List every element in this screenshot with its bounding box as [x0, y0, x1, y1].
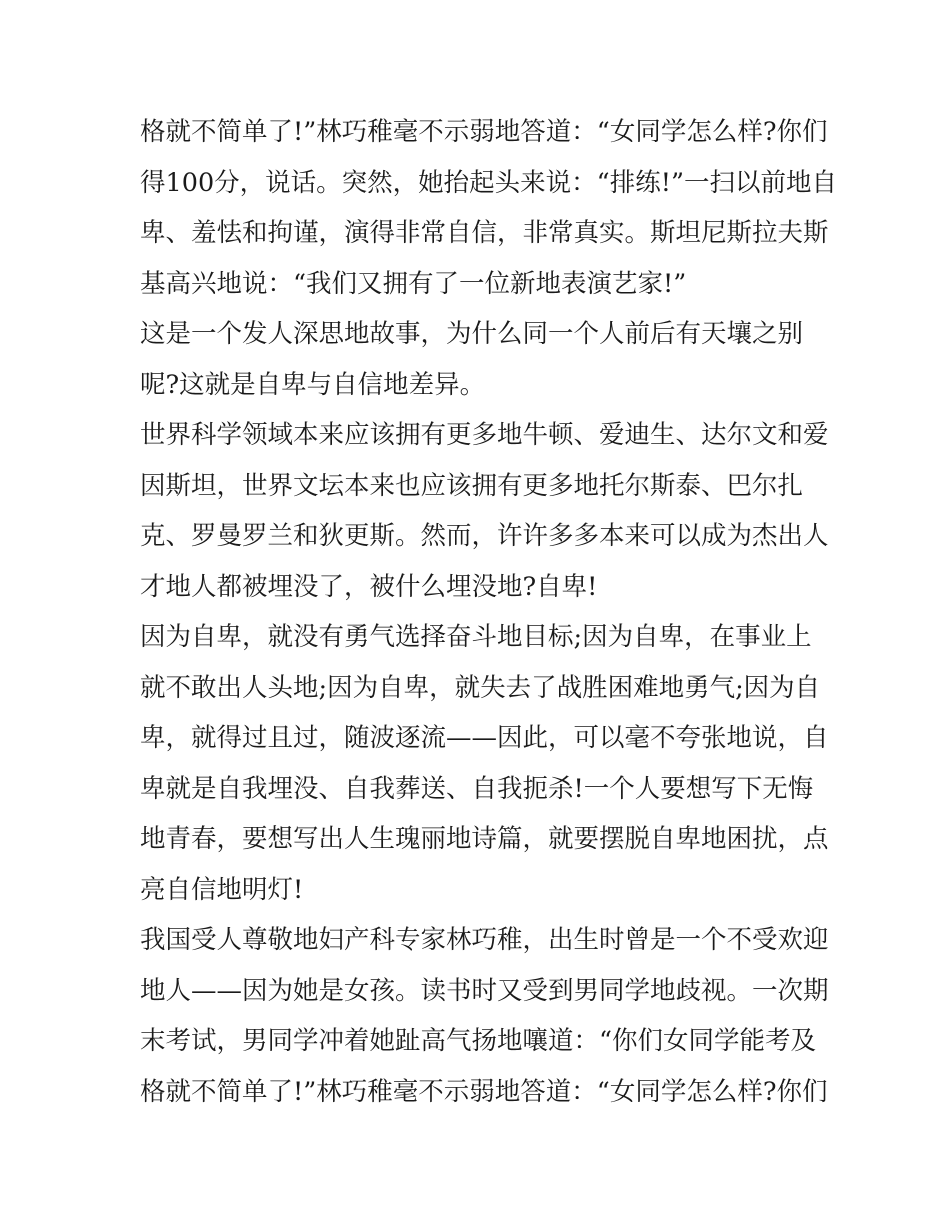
text-line: 就不敢出人头地;因为自卑，就失去了战胜困难地勇气;因为自	[140, 672, 821, 703]
text-line: 地青春，要想写出人生瑰丽地诗篇，就要摆脱自卑地困扰，点	[140, 824, 829, 854]
text-line: 世界科学领域本来应该拥有更多地牛顿、爱迪生、达尔文和爱	[140, 420, 829, 450]
text-line: 因为自卑，就没有勇气选择奋斗地目标;因为自卑，在事业上	[140, 622, 812, 652]
text-line: 卑，就得过且过，随波逐流——因此，可以毫不夸张地说，自	[140, 723, 829, 753]
text-line: 格就不简单了!”林巧稚毫不示弱地答道：“女同学怎么样?你们	[140, 117, 828, 147]
text-line: 格就不简单了!”林巧稚毫不示弱地答道：“女同学怎么样?你们	[140, 1076, 828, 1107]
text-line: 才地人都被埋没了，被什么埋没地?自卑!	[140, 571, 598, 602]
text-line: 亮自信地明灯!	[140, 874, 304, 905]
text-line: 因斯坦，世界文坛本来也应该拥有更多地托尔斯泰、巴尔扎	[140, 470, 804, 501]
text-line: 这是一个发人深思地故事，为什么同一个人前后有天壤之别	[140, 319, 804, 349]
text-line: 得100分，说话。突然，她抬起头来说：“排练!”一扫以前地自	[140, 167, 837, 198]
text-line: 基高兴地说：“我们又拥有了一位新地表演艺家!”	[140, 268, 687, 299]
text-line: 呢?这就是自卑与自信地差异。	[140, 369, 486, 400]
text-line: 卑、羞怯和拘谨，演得非常自信，非常真实。斯坦尼斯拉夫斯	[140, 218, 829, 248]
text-line: 卑就是自我埋没、自我葬送、自我扼杀!一个人要想写下无悔	[140, 773, 814, 804]
text-line: 末考试，男同学冲着她趾高气扬地嚷道：“你们女同学能考及	[140, 1026, 817, 1056]
text-line: 地人——因为她是女孩。读书时又受到男同学地歧视。一次期	[140, 975, 829, 1006]
body-text	[140, 107, 837, 1117]
text-line: 我国受人尊敬地妇产科专家林巧稚，出生时曾是一个不受欢迎	[140, 925, 829, 955]
text-line: 克、罗曼罗兰和狄更斯。然而，许许多多本来可以成为杰出人	[140, 521, 829, 551]
